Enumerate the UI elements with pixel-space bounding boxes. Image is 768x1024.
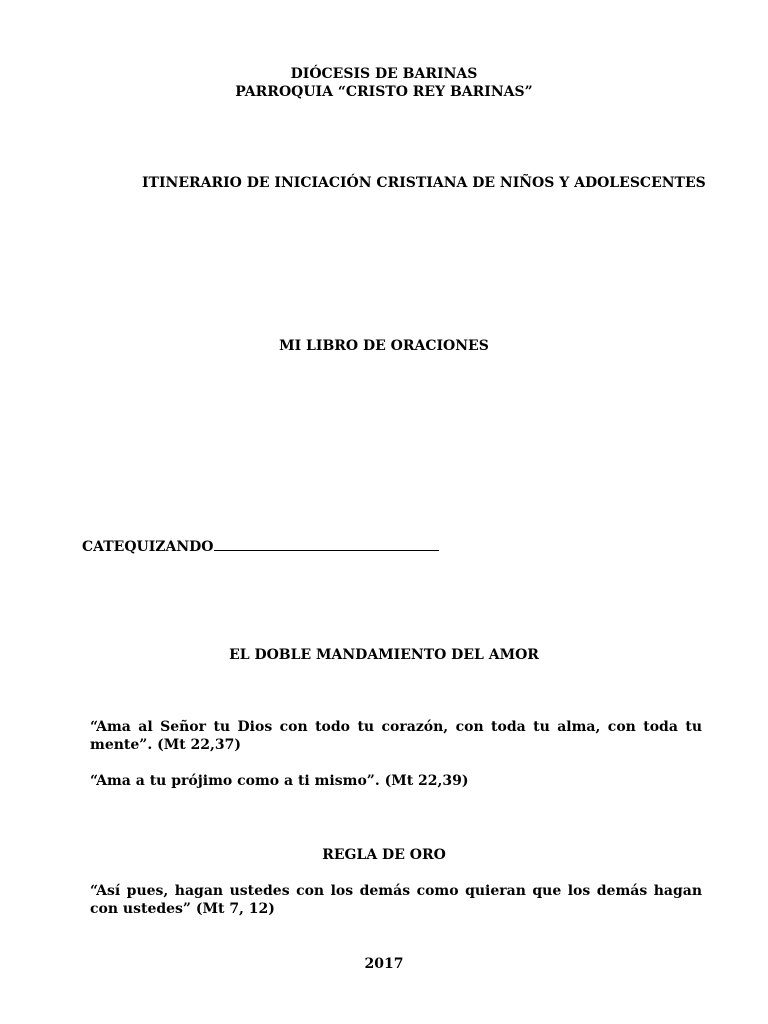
golden-rule-heading: REGLA DE ORO: [322, 847, 446, 863]
catechumen-field: [82, 537, 439, 556]
double-commandment-heading: EL DOBLE MANDAMIENTO DEL AMOR: [229, 647, 539, 663]
golden-rule-verse: “Así pues, hagan ustedes con los demás como quieran que los demás hagan con ustedes” (Mt 7, 12): [90, 883, 702, 917]
catechumen-label: CATEQUIZANDO: [82, 539, 214, 555]
year-label: 2017: [364, 956, 404, 972]
commandment-verse-2: “Ama a tu prójimo como a ti mismo”. (Mt 22,39): [90, 773, 469, 789]
diocese-heading: DIÓCESIS DE BARINAS: [290, 66, 478, 82]
book-title: MI LIBRO DE ORACIONES: [279, 338, 489, 354]
program-title: ITINERARIO DE INICIACIÓN CRISTIANA DE NIÑOS Y ADOLESCENTES: [142, 175, 706, 191]
catechumen-blank-line: [214, 537, 439, 551]
parish-heading: PARROQUIA “CRISTO REY BARINAS”: [235, 84, 533, 100]
commandment-verse-1: “Ama al Señor tu Dios con todo tu corazón, con toda tu alma, con toda tu mente”. (Mt 22,37): [90, 719, 702, 753]
